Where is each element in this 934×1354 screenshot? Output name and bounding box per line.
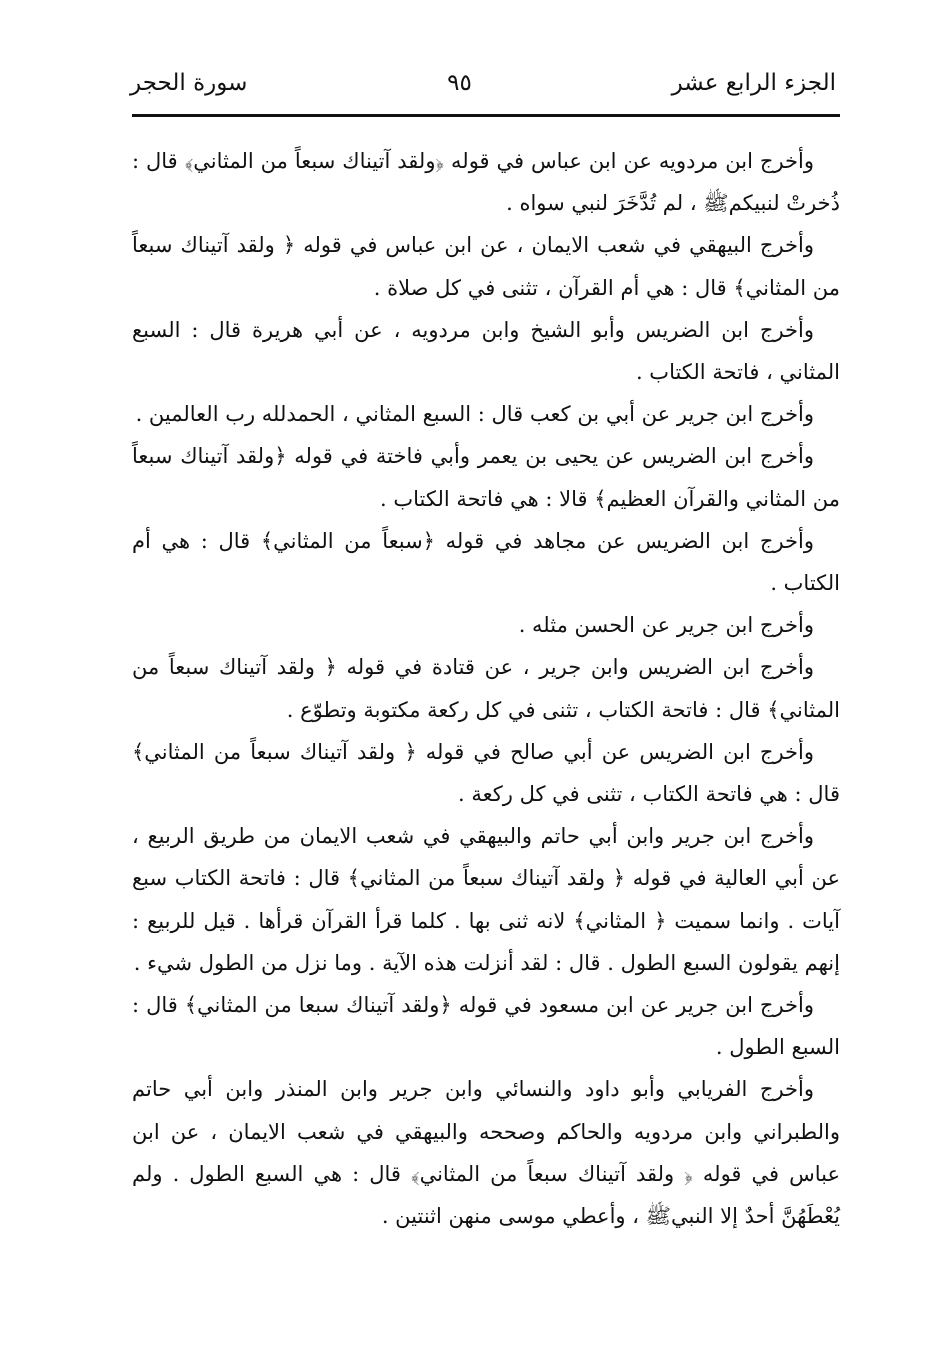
paragraph: وأخرج ابن جرير عن ابن مسعود في قوله ﴿ولقد آتيناك سبعا من المثاني﴾ قال : السبع الطول . xyxy=(132,993,840,1060)
paragraph: وأخرج البيهقي في شعب الايمان ، عن ابن عباس في قوله ﴿ ولقد آتيناك سبعاً من المثاني﴾ قال : هي أم القرآن ، تثنى في كل صلاة . xyxy=(132,233,840,300)
header-part-title: الجزء الرابع عشر xyxy=(671,70,836,96)
header-rule xyxy=(132,114,840,117)
paragraph: وأخرج ابن جرير وابن أبي حاتم والبيهقي في شعب الايمان من طريق الربيع ، عن أبي العالية في قوله ﴿ ولقد آتيناك سبعاً من المثاني﴾ قال : فاتحة الكتاب سبع آيات . وانما سميت ﴿ المثاني﴾ لانه ثنى بها . كلما قرأ القرآن قرأها . قيل للربيع : إنهم يقولون السبع الطول . قال : لقد أنزلت هذه الآية . وما نزل من الطول شيء . xyxy=(132,824,840,975)
page-number: ٩٥ xyxy=(447,70,472,96)
paragraph: وأخرج ابن جرير عن أبي بن كعب قال : السبع المثاني ، الحمدلله رب العالمين . xyxy=(135,402,814,427)
paragraph: وأخرج الفريابي وأبو داود والنسائي وابن جرير وابن المنذر وابن أبي حاتم والطبراني وابن مردويه والحاكم وصححه والبيهقي في شعب الايمان ، عن ابن عباس في قوله ﴿ ولقد آتيناك سبعاً من المثاني﴾ قال : هي السبع الطول . ولم يُعْطَهُنَّ أحدٌ إلا النبيﷺ ، وأعطي موسى منهن اثنتين . xyxy=(132,1077,840,1229)
paragraph: وأخرج ابن جرير عن الحسن مثله . xyxy=(518,613,814,638)
paragraph: وأخرج ابن الضريس وابن جرير ، عن قتادة في قوله ﴿ ولقد آتيناك سبعاً من المثاني﴾ قال : فاتحة الكتاب ، تثنى في كل ركعة مكتوبة وتطوّع . xyxy=(132,655,840,722)
page-body xyxy=(132,140,840,1237)
page-header xyxy=(130,58,836,108)
paragraph: وأخرج ابن الضريس عن يحيى بن يعمر وأبي فاختة في قوله ﴿ولقد آتيناك سبعاً من المثاني والقرآن العظيم﴾ قالا : هي فاتحة الكتاب . xyxy=(132,444,840,511)
paragraph: وأخرج ابن الضريس عن أبي صالح في قوله ﴿ ولقد آتيناك سبعاً من المثاني﴾ قال : هي فاتحة الكتاب ، تثنى في كل ركعة . xyxy=(132,739,840,807)
header-surah-title: سورة الحجر xyxy=(130,70,248,96)
paragraph: وأخرج ابن مردويه عن ابن عباس في قوله ﴿ولقد آتيناك سبعاً من المثاني﴾ قال : ذُخرتْ لنبيكمﷺ ، لم تُدَّخَرَ لنبي سواه . xyxy=(132,149,840,216)
paragraph: وأخرج ابن الضريس وأبو الشيخ وابن مردويه ، عن أبي هريرة قال : السبع المثاني ، فاتحة الكتاب . xyxy=(132,317,840,385)
paragraph: وأخرج ابن الضريس عن مجاهد في قوله ﴿سبعاً من المثاني﴾ قال : هي أم الكتاب . xyxy=(132,528,840,596)
